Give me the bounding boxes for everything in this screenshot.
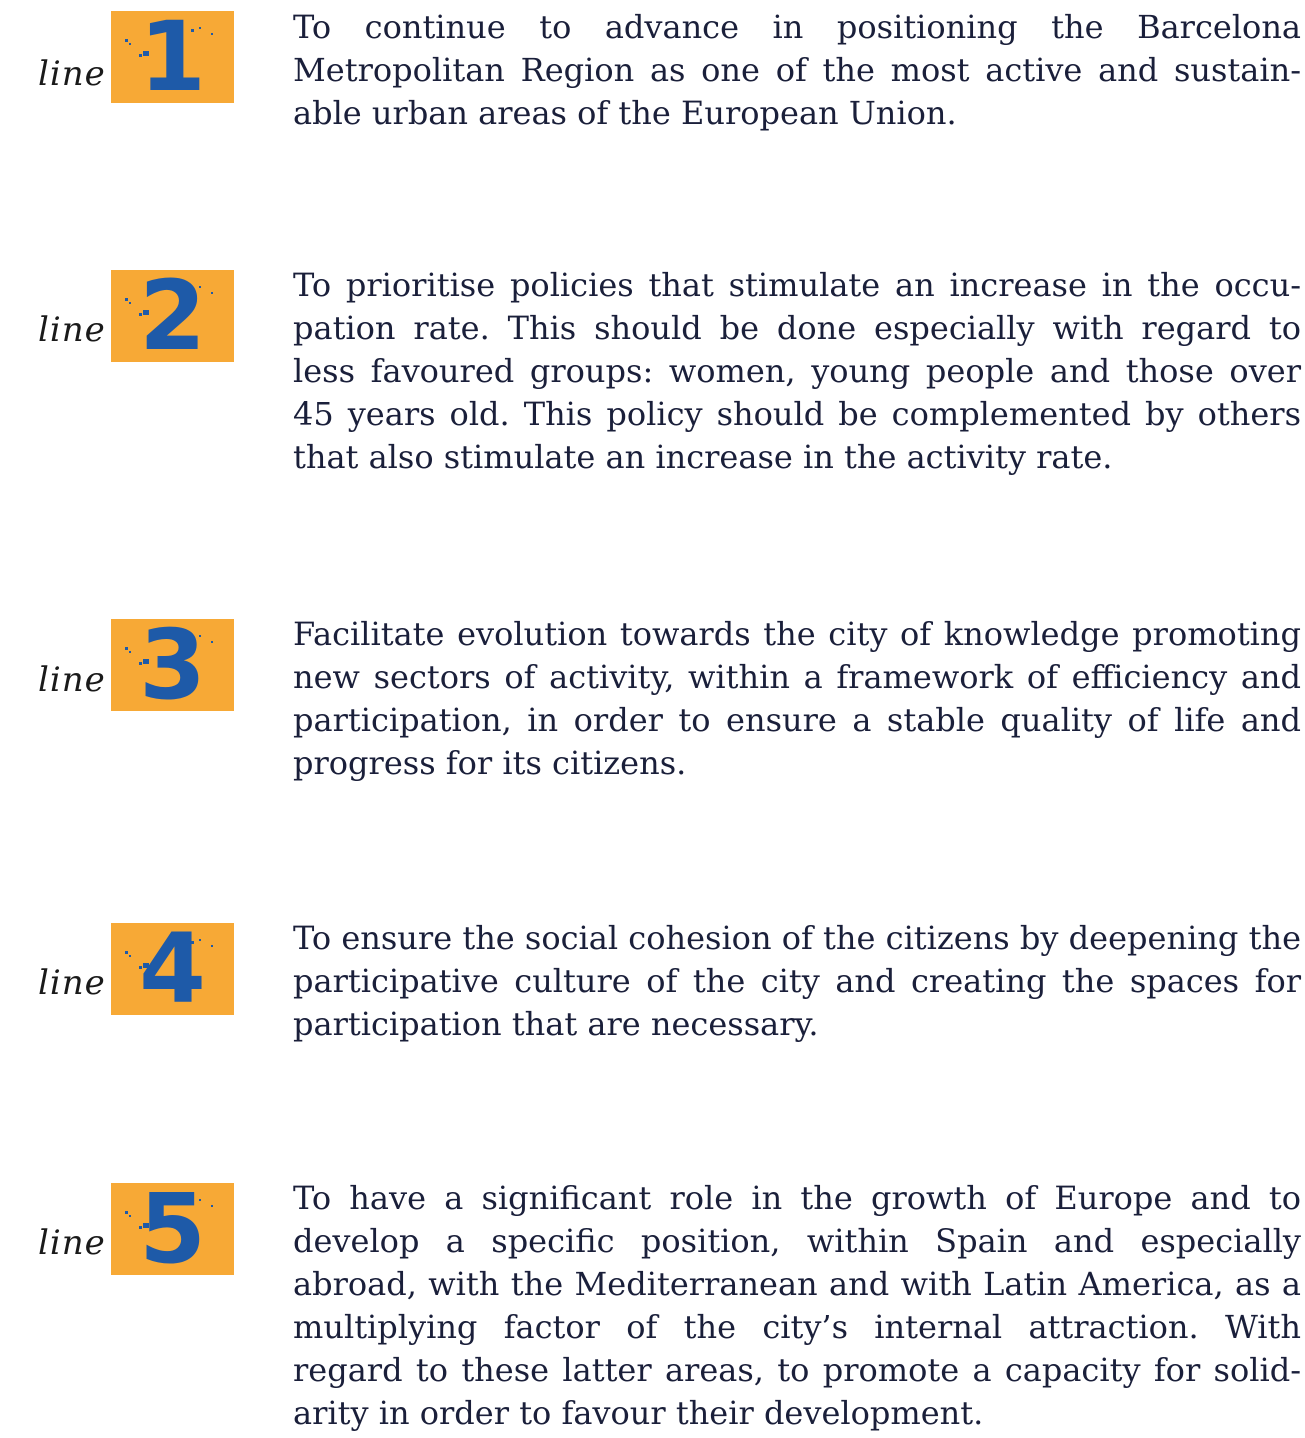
number-badge [111, 619, 234, 711]
line-number: 5 [139, 1183, 206, 1275]
line-description: To continue to advance in positioning the Barcelona Metropolitan Region as one of the most active and sustainable urban areas of the European Union. [293, 8, 1301, 132]
line-number: 4 [139, 923, 206, 1015]
number-badge [111, 1183, 234, 1275]
line-label: line [38, 660, 106, 700]
line-description: To ensure the social cohesion of the citizens by deepening the participative culture of the city and creating the spaces for participation that are necessary. [293, 919, 1301, 1043]
line-number: 2 [139, 270, 206, 362]
line-number: 3 [139, 619, 206, 711]
line-description: To prioritise policies that stimulate an increase in the occupation rate. This should be done especially with regard to less favoured groups: women, young people and those over 45 years old. This policy should be complemented by others that also stimulate an increase in the activity rate. [293, 266, 1301, 476]
line-label: line [38, 310, 106, 350]
line-description: To have a significant role in the growth of Europe and to develop a specific position, within Spain and especially abroad, with the Mediterranean and with Latin America, as a multiplying factor of the city’s internal attraction. With regard to these latter areas, to promote a capacity for solidarity in order to favour their development. [293, 1179, 1301, 1432]
number-badge [111, 11, 234, 103]
line-label: line [38, 54, 106, 94]
number-badge [111, 270, 234, 362]
line-label: line [38, 1223, 106, 1263]
line-label: line [38, 963, 106, 1003]
line-number: 1 [139, 11, 206, 103]
number-badge [111, 923, 234, 1015]
line-description: Facilitate evolution towards the city of knowledge promoting new sectors of activity, within a framework of efficiency and participation, in order to ensure a stable quality of life and progress for its citizens. [293, 615, 1301, 782]
